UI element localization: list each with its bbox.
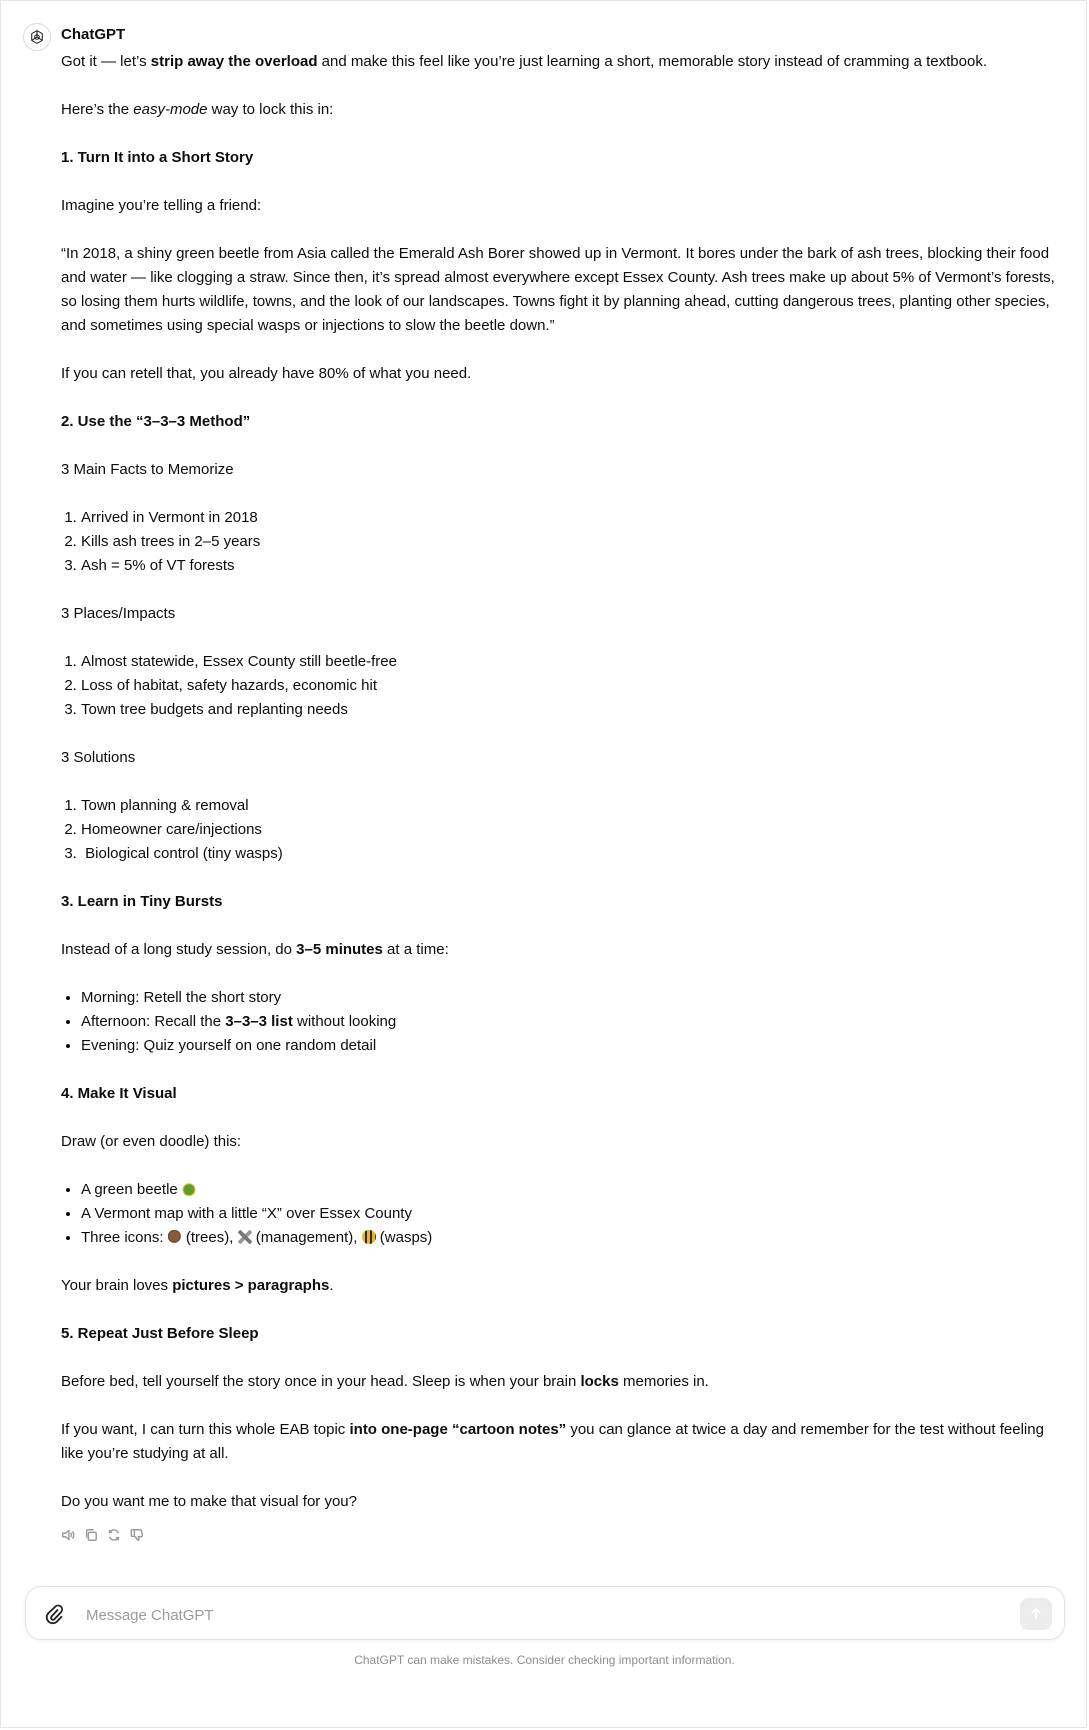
thumbs-down-icon [130, 1528, 144, 1542]
attach-button[interactable] [44, 1603, 64, 1625]
paragraph: Draw (or even doodle) this: [61, 1133, 242, 1150]
sender-name: ChatGPT [61, 26, 126, 43]
wood-emoji-icon [168, 1230, 182, 1244]
list-item: 2. Homeowner care/injections [81, 818, 1066, 842]
list-item: 3. Ash = 5% of VT forests [81, 554, 1066, 578]
copy-button[interactable] [84, 1528, 98, 1542]
list-title: 3 Main Facts to Memorize [61, 461, 234, 478]
paperclip-icon [44, 1603, 64, 1625]
openai-logo-icon [28, 28, 46, 46]
list-item: 3. Biological control (tiny wasps) [81, 842, 1066, 866]
story-paragraph: “In 2018, a shiny green beetle from Asia called the Emerald Ash Borer showed up in Vermont. It bores under the bark of ash trees, blocking their food and water — like clogging a straw. Since then, it’s spread almost everywhere except Essex County. Ash trees make up about 5% of Vermont’s forests, so losing them hurts wildlife, towns, and the look of our landscapes. Towns fight it by planning ahead, cutting dangerous trees, planting other species, and sometimes using special wasps or injections to slow the beetle down.” [61, 245, 1055, 334]
easy-mode-paragraph: Here’s the easy-mode way to lock this in: [61, 101, 334, 118]
question-paragraph: Do you want me to make that visual for you? [61, 1493, 357, 1510]
paragraph: Imagine you’re telling a friend: [61, 197, 262, 214]
places-list [61, 650, 1066, 722]
list-item: 2. Loss of habitat, safety hazards, economic hit [81, 674, 1066, 698]
message-actions [61, 1528, 144, 1542]
bee-emoji-icon [362, 1230, 376, 1244]
visual-list [61, 1178, 1066, 1250]
section-heading: 2. Use the “3–3–3 Method” [61, 413, 251, 430]
arrow-up-icon [1028, 1606, 1044, 1622]
list-item: 2. Kills ash trees in 2–5 years [81, 530, 1066, 554]
list-item: • Afternoon: Recall the 3–3–3 list without looking [81, 1010, 1066, 1034]
list-title: 3 Solutions [61, 749, 136, 766]
paragraph: Instead of a long study session, do 3–5 minutes at a time: [61, 941, 449, 958]
disclaimer-text: ChatGPT can make mistakes. Consider checking important information. [354, 1653, 735, 1667]
read-aloud-button[interactable] [61, 1528, 75, 1542]
message-input[interactable] [84, 1601, 988, 1629]
intro-paragraph: Got it — let’s strip away the overload and make this feel like you’re just learning a short, memorable story instead of cramming a textbook. [61, 53, 987, 70]
list-item: • Morning: Retell the short story [81, 986, 1066, 1010]
list-item: 1. Arrived in Vermont in 2018 [81, 506, 1066, 530]
list-item: 1. Almost statewide, Essex County still beetle-free [81, 650, 1066, 674]
send-button[interactable] [1020, 1598, 1052, 1630]
list-item: 1. Town planning & removal [81, 794, 1066, 818]
section-heading: 1. Turn It into a Short Story [61, 149, 254, 166]
offer-paragraph: If you want, I can turn this whole EAB topic into one-page “cartoon notes” you can glance at twice a day and remember for the test without feeling like you’re studying at all. [61, 1421, 1044, 1462]
beetle-emoji-icon [182, 1182, 196, 1196]
paragraph: If you can retell that, you already have 80% of what you need. [61, 365, 472, 382]
list-item: • Three icons: (trees), (management), (wasps) [81, 1226, 1066, 1250]
copy-icon [84, 1528, 98, 1542]
solutions-list [61, 794, 1066, 866]
thumbs-down-button[interactable] [130, 1528, 144, 1542]
list-item: • A Vermont map with a little “X” over Essex County [81, 1202, 1066, 1226]
facts-list [61, 506, 1066, 578]
bursts-list [61, 986, 1066, 1058]
avatar [23, 23, 51, 51]
regenerate-button[interactable] [107, 1528, 121, 1542]
section-heading: 3. Learn in Tiny Bursts [61, 893, 223, 910]
list-item: • Evening: Quiz yourself on one random detail [81, 1034, 1066, 1058]
message-body [61, 50, 1066, 1538]
tools-emoji-icon [238, 1230, 252, 1244]
regenerate-icon [107, 1528, 121, 1542]
message-composer [25, 1586, 1065, 1640]
list-item: • A green beetle [81, 1178, 1066, 1202]
section-heading: 4. Make It Visual [61, 1085, 177, 1102]
list-item: 3. Town tree budgets and replanting needs [81, 698, 1066, 722]
paragraph: Before bed, tell yourself the story once in your head. Sleep is when your brain locks memories in. [61, 1373, 709, 1390]
section-heading: 5. Repeat Just Before Sleep [61, 1325, 259, 1342]
list-title: 3 Places/Impacts [61, 605, 176, 622]
paragraph: Your brain loves pictures > paragraphs. [61, 1277, 334, 1294]
speaker-icon [61, 1528, 75, 1542]
